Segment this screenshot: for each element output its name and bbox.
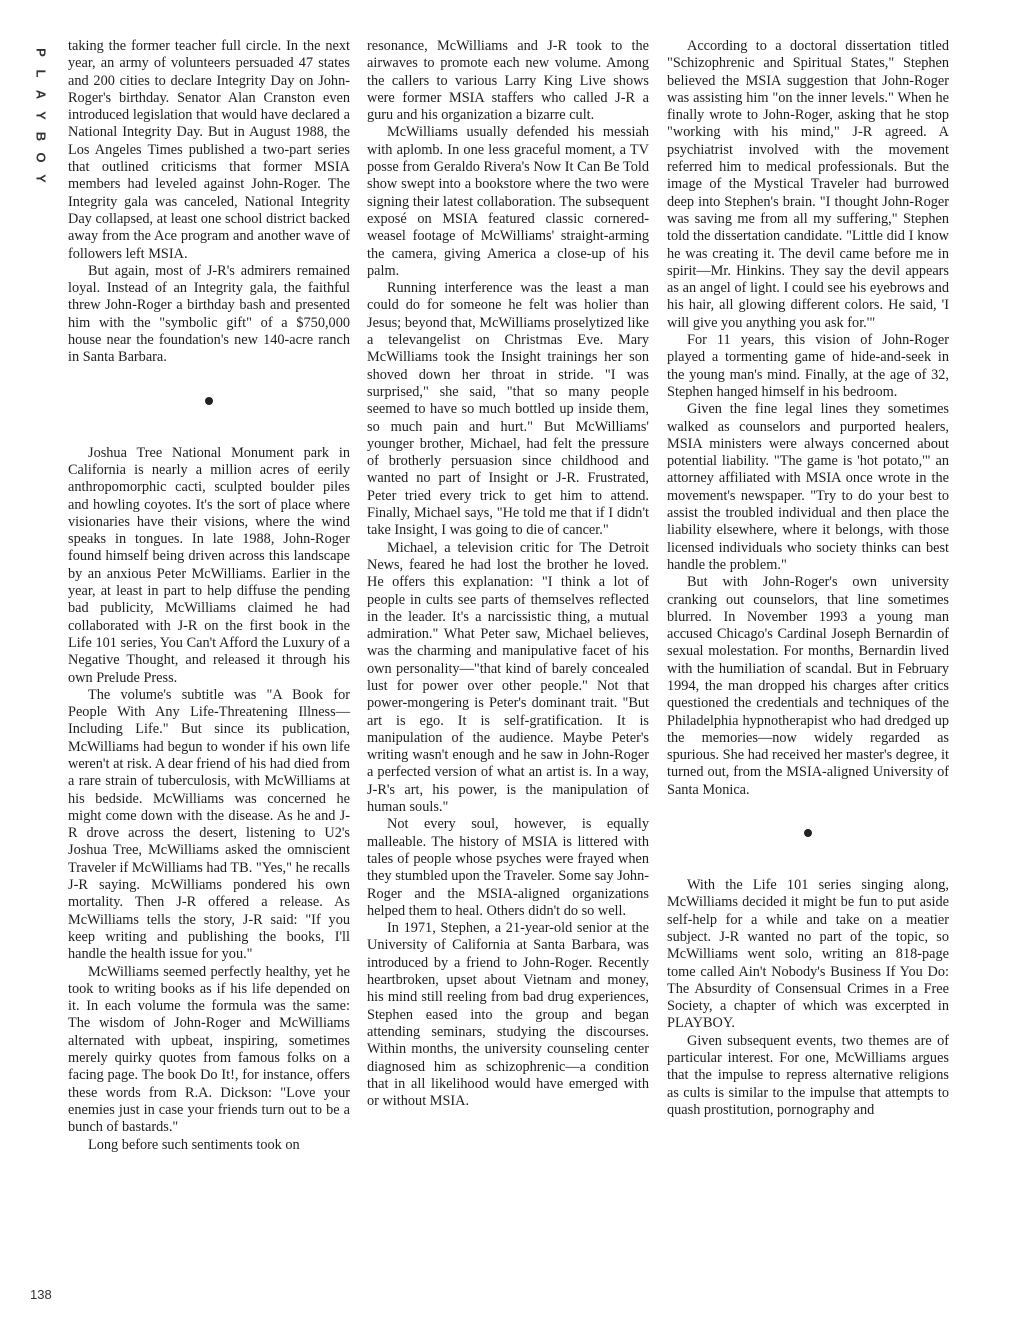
section-break-dot bbox=[205, 397, 213, 405]
article-paragraph: Given the fine legal lines they sometimes walked as counselors and purported healers, MSIA ministers were always concerned about potential liability. "The game is 'hot potato,'" an attorney affiliated with MSIA once wrote in the movement's newspaper. "Try to do your best to assist the troubled individual and then place the liability elsewhere, where it belongs, with those licensed individuals who society thinks can best handle the problem." bbox=[667, 401, 949, 573]
masthead-letter: Y bbox=[33, 174, 49, 183]
article-paragraph: Long before such sentiments took on bbox=[88, 1136, 300, 1153]
article-paragraph: Not every soul, however, is equally malleable. The history of MSIA is littered with tales of people whose psyches were frayed when they stumbled upon the Traveler. Some say John-Roger and the MSIA-aligned organizations helped them to heal. Others didn't do so well. bbox=[367, 816, 649, 919]
article-paragraph: Joshua Tree National Monument park in California is nearly a million acres of eerily anthropomorphic cacti, sculpted boulder piles and howling coyotes. It's the sort of place where visionaries have their visions, where the wind speaks in tongues. In late 1988, John-Roger found himself being driven across this landscape by an anxious Peter McWilliams. Earlier in the year, at least in part to help diffuse the pending bad publicity, McWilliams claimed he had collaborated with J-R on the first book in the Life 101 series, You Can't Afford the Luxury of a Negative Thought, and released it through his own Prelude Press. bbox=[68, 444, 350, 686]
masthead-letter: O bbox=[33, 152, 49, 163]
article-column-1 bbox=[68, 38, 350, 1154]
article-paragraph: For 11 years, this vision of John-Roger played a tormenting game of hide-and-seek in the young man's mind. Finally, at the age of 32, Stephen hanged himself in his bedroom. bbox=[667, 332, 949, 400]
masthead-vertical bbox=[30, 42, 49, 189]
article-paragraph: Given subsequent events, two themes are of particular interest. For one, McWilliams argues that the impulse to repress alternative religions as cults is similar to the impulse that attempts to quash prostitution, pornography and bbox=[667, 1032, 949, 1118]
article-paragraph: According to a doctoral dissertation titled "Schizophrenic and Spiritual States," Stephen believed the MSIA suggestion that John-Roger was assisting him "on the inner levels." When he finally wrote to John-Roger, asking that he stop "working with his mind," J-R agreed. A psychiatrist involved with the movement referred him to medical professionals. But the image of the Mystical Traveler had burrowed deep into Stephen's brain. "I thought John-Roger was saving me from all my suffering," Stephen told the dissertation candidate. "Little did I know he was creating it. The devil came before me in spirit—Mr. Hinkins. They say the devil appears as an angel of light. I could see his eyebrows and his hair, all glowing different colors. He said, 'I will give you anything you ask for.'" bbox=[667, 38, 949, 331]
article-paragraph: The volume's subtitle was "A Book for People With Any Life-Threatening Illness—Including Life." But since its publication, McWilliams had begun to wonder if his own life weren't at risk. A dear friend of his had died from a rare strain of tuberculosis, with McWilliams at his bedside. McWilliams was concerned he might come down with the disease. As he and J-R drove across the desert, listening to U2's Joshua Tree, McWilliams asked the omniscient Traveler if McWilliams had TB. "Yes," he recalls J-R saying. McWilliams pondered his own mortality. Then J-R offered a release. As McWilliams tells the story, J-R said: "If you keep writing and publishing the books, I'll handle the health issue for you." bbox=[68, 686, 350, 963]
article-paragraph: In 1971, Stephen, a 21-year-old senior at the University of California at Santa Barbara, was introduced by a friend to John-Roger. Recently heartbroken, upset about Vietnam and money, his mind still reeling from bad drug experiences, Stephen eased into the group and began attending seminars, studying the discourses. Within months, the university counseling center diagnosed him as schizophrenic—a condition that in all likelihood would have emerged with or without MSIA. bbox=[367, 920, 649, 1110]
article-paragraph: Running interference was the least a man could do for someone he felt was holier than Jesus; beyond that, McWilliams proselytized like a televangelist on Christmas Eve. Mary McWilliams took the Insight trainings her son shoved down her throat in stride. "I was surprised," she said, "that so many people seemed to have so much bottled up inside them, so much pain and hurt." But McWilliams' younger brother, Michael, had felt the pressure of brotherly persuasion since childhood and wanted no part of Insight or J-R. Frustrated, Peter tried every trick to get him to attend. Finally, Michael says, "He told me that if I didn't take Insight, I was going to die of cancer." bbox=[367, 280, 649, 539]
article-paragraph: Michael, a television critic for The Detroit News, feared he had lost the brother he loved. He offers this explanation: "I think a lot of people in cults see parts of themselves reflected in the leader. It's a narcissistic thing, a mutual admiration." What Peter saw, Michael believes, was the charming and manipulative facet of his own personality—"that kind of barely concealed lust for power over other people." Not that power-mongering is Peter's dominant trait. "But art is ego. It is self-gratification. It is manipulation of the audience. Maybe Peter's writing wasn't enough and he saw in John-Roger a perfected version of what an artist is. In a way, J-R's art, his power, is the manipulation of human souls." bbox=[367, 539, 649, 816]
article-paragraph: resonance, McWilliams and J-R took to the airwaves to promote each new volume. Among the callers to various Larry King Live shows were former MSIA staffers who called J-R a guru and his organization a bizarre cult. bbox=[367, 38, 649, 124]
article-paragraph: But again, most of J-R's admirers remained loyal. Instead of an Integrity gala, the faithful threw John-Roger a birthday bash and presented him with the "symbolic gift" of a $750,000 house near the foundation's new 140-acre ranch in Santa Barbara. bbox=[68, 262, 350, 366]
masthead-letter: A bbox=[33, 89, 49, 100]
article-paragraph: taking the former teacher full circle. In the next year, an army of volunteers persuaded 47 states and 200 cities to declare Integrity Day on John-Roger's birthday. Senator Alan Cranston even introduced legislation that would have declared a National Integrity Day. But in August 1988, the Los Angeles Times published a two-part series that outlined criticisms that former MSIA members had leveled against John-Roger. The Integrity gala was canceled, National Integrity Day collapsed, at least one school district backed away from the Ace program and another wave of followers left MSIA. bbox=[68, 38, 350, 262]
article-column-2 bbox=[367, 38, 649, 1110]
masthead-letter: Y bbox=[33, 111, 49, 120]
masthead-letter: P bbox=[33, 48, 49, 57]
section-break-dot bbox=[804, 829, 812, 837]
article-paragraph: McWilliams usually defended his messiah with aplomb. In one less graceful moment, a TV posse from Geraldo Rivera's Now It Can Be Told show swept into a bookstore where the two were signing their latest collaboration. The subsequent exposé on MSIA featured classic cornered-weasel footage of McWilliams' straight-arming the camera, giving America a close-up of his palm. bbox=[367, 124, 649, 279]
article-paragraph: McWilliams seemed perfectly healthy, yet he took to writing books as if his life depended on it. In each volume the formula was the same: The wisdom of John-Roger and McWilliams alternated with upbeat, inspiring, sometimes merely quirky quotes from famous folks on a facing page. The book Do It!, for instance, offers these words from R.A. Dickson: "Love your enemies just in case your friends turn out to be a bunch of bastards." bbox=[68, 963, 350, 1136]
masthead-letter: B bbox=[33, 131, 49, 142]
article-paragraph: But with John-Roger's own university cranking out counselors, that line sometimes blurred. In November 1993 a young man accused Chicago's Cardinal Joseph Bernardin of sexual molestation. For months, Bernardin lived with the humiliation of scandal. But in February 1994, the man dropped his charges after critics questioned the credentials and techniques of the Philadelphia hypnotherapist who had dredged up the memories—now widely regarded as spurious. She had received her master's degree, it turned out, from the MSIA-aligned University of Santa Monica. bbox=[667, 574, 949, 798]
page-number: 138 bbox=[30, 1287, 52, 1302]
article-column-3 bbox=[667, 38, 949, 1119]
article-paragraph: With the Life 101 series singing along, McWilliams decided it might be fun to put aside self-help for a while and take on a meatier subject. J-R wanted no part of the topic, so McWilliams went solo, writing an 818-page tome called Ain't Nobody's Business If You Do: The Absurdity of Consensual Crimes in a Free Society, a chapter of which was excerpted in PLAYBOY. bbox=[667, 877, 949, 1032]
masthead-letter: L bbox=[33, 69, 49, 78]
